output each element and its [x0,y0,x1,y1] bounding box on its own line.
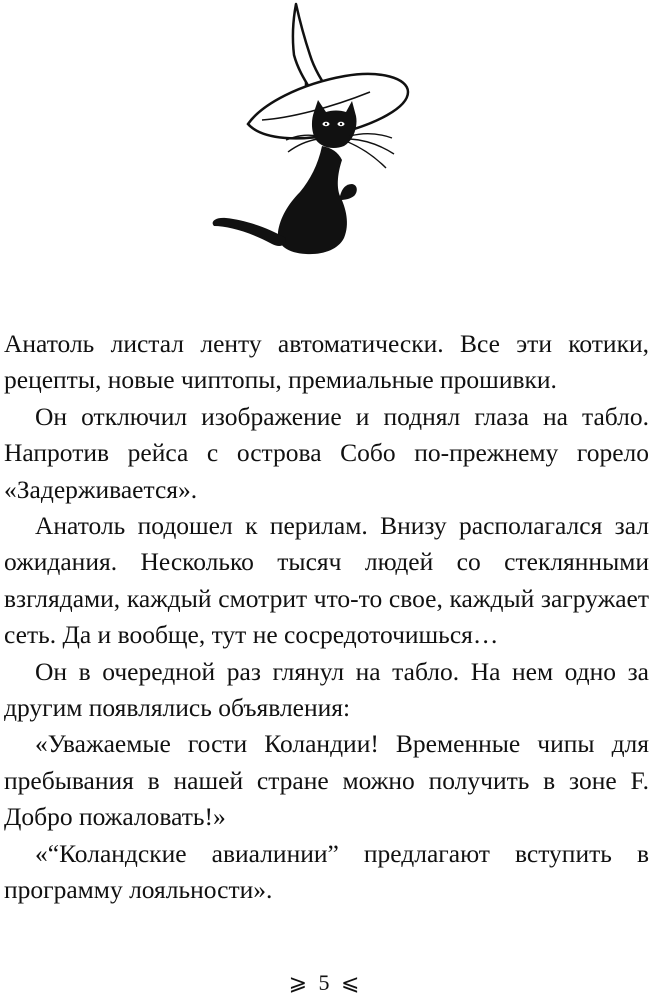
page-number: ⩾ 5 ⩽ [288,970,363,995]
paragraph: Анатоль листал ленту автоматически. Все эти котики, рецепты, новые чиптопы, премиальные прошивки. [4,329,649,395]
cat-tail [213,218,286,246]
paragraph: «“Коландские авиалинии” предлагают вступить в программу лояльности». [4,838,649,905]
paragraph: Он отключил изображение и поднял глаза на табло. Напротив рейса с острова Собо по-прежнему горело «Задерживается». [4,401,649,504]
paragraph: Он в очередной раз глянул на табло. На нем одно за другим появлялись объявления: [4,656,649,723]
body-text [4,326,649,909]
cat-in-witch-hat-illustration [205,0,420,262]
paragraph: Анатоль подошел к перилам. Внизу располагался зал ожидания. Несколько тысяч людей со стеклянными взглядами, каждый смотрит что-то свое, каждый загружает сеть. Да и вообще, тут не сосредоточишься… [4,511,649,650]
cat-body [278,146,347,254]
paragraph: «Уважаемые гости Коландии! Временные чипы для пребывания в нашей стране можно получить в зоне F. Добро пожаловать!» [4,729,649,832]
cat-paw [340,184,357,200]
